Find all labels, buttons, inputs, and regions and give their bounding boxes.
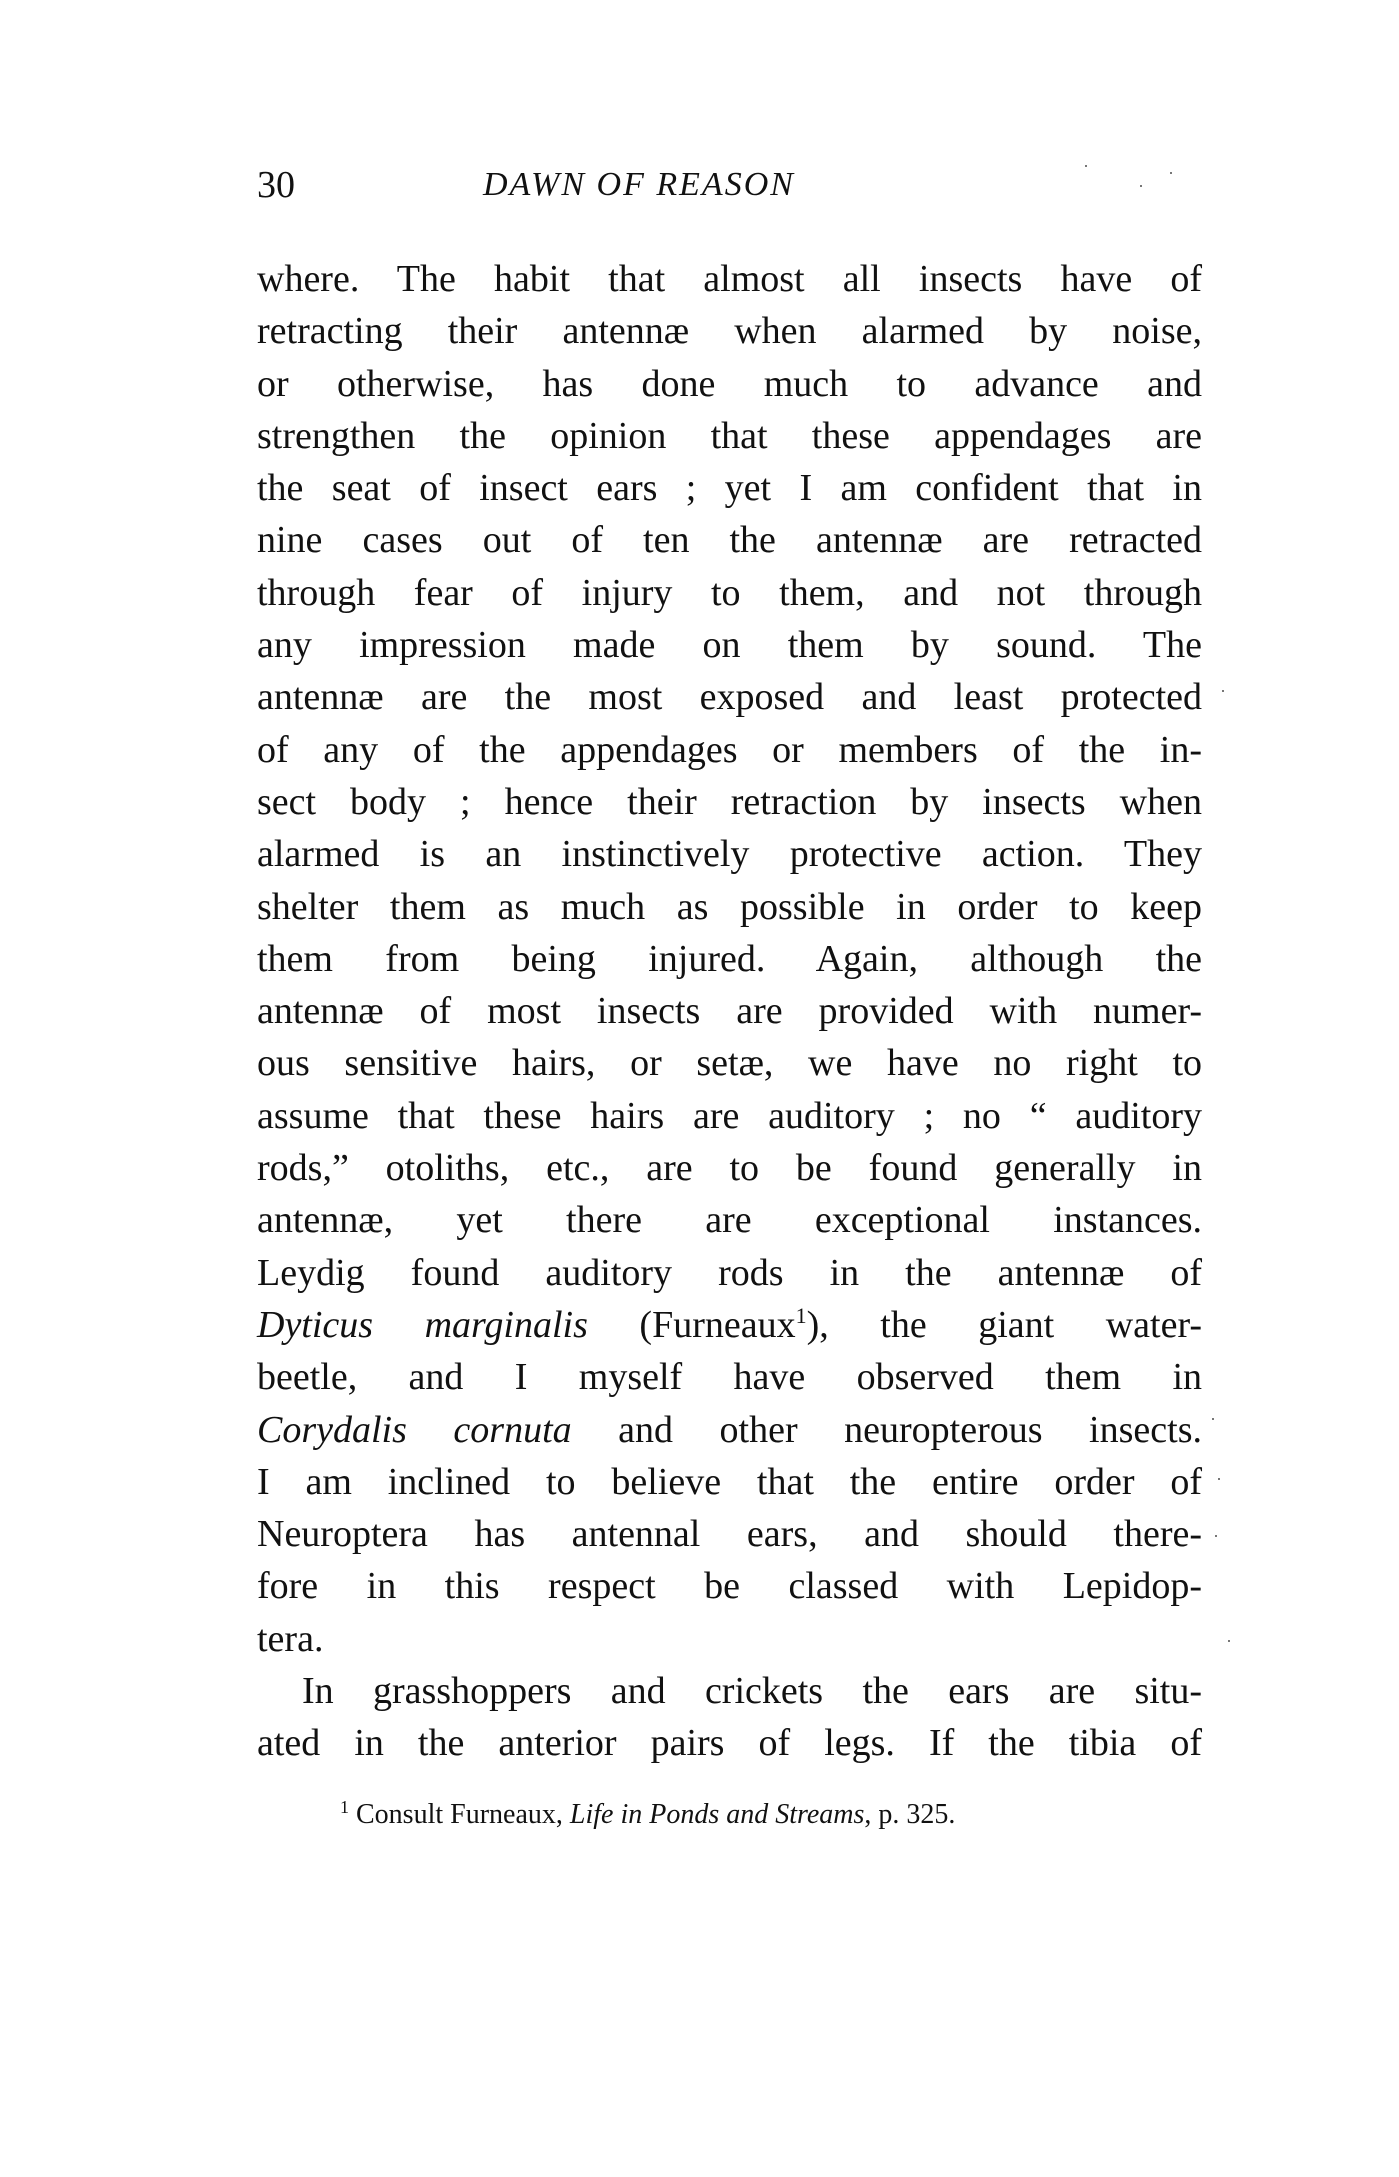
footnote (340, 1795, 955, 1835)
page-number: 30 (257, 164, 295, 206)
text-line: sect body ; hence their retraction by insects when (257, 780, 1202, 823)
text-line: or otherwise, has done much to advance and (257, 362, 1202, 405)
text-line: alarmed is an instinctively protective action. They (257, 833, 1202, 876)
scan-speck (1228, 1640, 1230, 1642)
text-line: ated in the anterior pairs of legs. If the tibia of (257, 1722, 1202, 1765)
text-line: antennæ of most insects are provided with numer- (257, 990, 1202, 1033)
text-line: I am inclined to believe that the entire order of (257, 1460, 1202, 1503)
text-line: assume that these hairs are auditory ; no “ auditory (257, 1094, 1202, 1137)
scan-speck (1085, 165, 1087, 167)
citation-open: (Furneaux (587, 1303, 796, 1346)
text-line: rods,” otoliths, etc., are to be found generally in (257, 1147, 1202, 1190)
scan-speck (1170, 172, 1172, 174)
text-line: them from being injured. Again, although the (257, 937, 1202, 980)
text-line: Leydig found auditory rods in the antennæ of (257, 1251, 1202, 1294)
line-rest: and other neuropterous insects. (571, 1408, 1202, 1451)
paragraph-start-line: In grasshoppers and crickets the ears are situ- (302, 1670, 1202, 1713)
footnote-ref: 1 (795, 1302, 807, 1328)
running-title: DAWN OF REASON (483, 166, 795, 203)
footnote-text: Consult Furneaux, (349, 1799, 570, 1830)
species-name: Corydalis cornuta (257, 1408, 572, 1451)
text-line-dyticus (257, 1299, 1202, 1351)
text-line: of any of the appendages or members of the in- (257, 728, 1202, 771)
footnote-page: , p. 325. (864, 1799, 956, 1830)
scan-speck (1215, 1535, 1217, 1537)
scan-speck (1222, 690, 1224, 692)
scan-speck (1212, 1418, 1214, 1420)
text-line: retracting their antennæ when alarmed by noise, (257, 310, 1202, 353)
text-line: fore in this respect be classed with Lepidop- (257, 1565, 1202, 1608)
text-line: shelter them as much as possible in order to keep (257, 885, 1202, 928)
footnote-marker: 1 (340, 1797, 349, 1817)
text-line: through fear of injury to them, and not through (257, 571, 1202, 614)
text-line: any impression made on them by sound. The (257, 624, 1202, 667)
line-rest: ), the giant water- (806, 1303, 1202, 1346)
scan-speck (1140, 185, 1142, 187)
footnote-book-title: Life in Ponds and Streams (569, 1799, 865, 1830)
text-line: nine cases out of ten the antennæ are retracted (257, 519, 1202, 562)
text-line: ous sensitive hairs, or setæ, we have no right to (257, 1042, 1202, 1085)
text-line: antennæ, yet there are exceptional instances. (257, 1199, 1202, 1242)
text-line: beetle, and I myself have observed them in (257, 1356, 1202, 1399)
text-line: strengthen the opinion that these appendages are (257, 414, 1202, 457)
text-line: tera. (257, 1617, 324, 1660)
species-name: Dyticus marginalis (257, 1303, 588, 1346)
scan-speck (1218, 1478, 1220, 1480)
text-line: the seat of insect ears ; yet I am confident that in (257, 467, 1202, 510)
body-text (257, 253, 1202, 1770)
text-line: antennæ are the most exposed and least protected (257, 676, 1202, 719)
running-head (257, 160, 1202, 210)
text-line: Neuroptera has antennal ears, and should there- (257, 1513, 1202, 1556)
text-line: where. The habit that almost all insects have of (257, 258, 1202, 300)
text-line-corydalis (257, 1404, 1202, 1456)
